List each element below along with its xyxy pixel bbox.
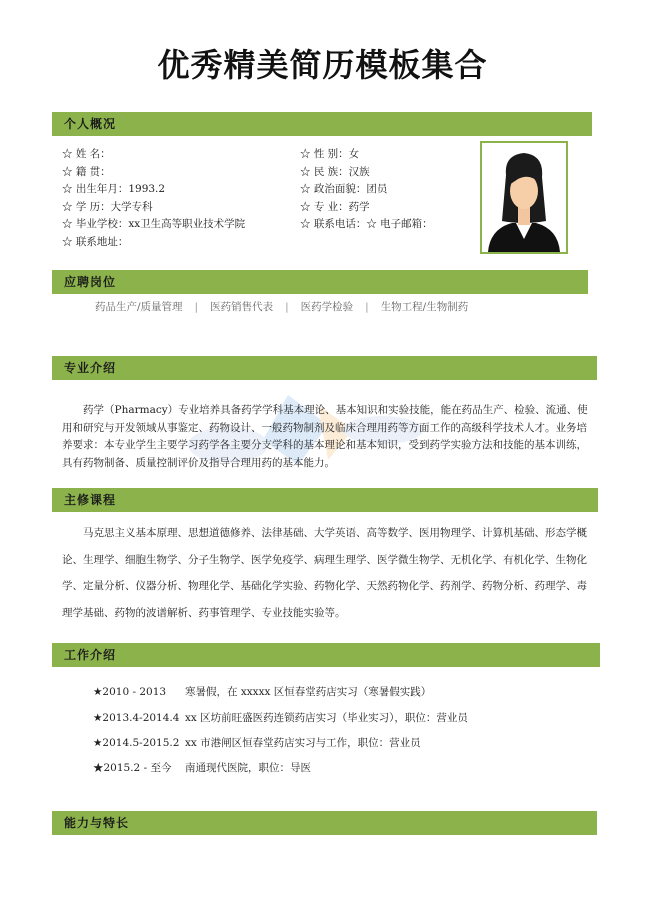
profile-photo <box>480 141 568 254</box>
position-separator: | <box>194 301 199 313</box>
info-ethnicity: ☆ 民 族：汉族 <box>300 165 370 178</box>
major-description: 药学（Pharmacy）专业培养具备药学学科基本理论、基本知识和实验技能，能在药品生产、检验、流通、使用和研究与开发领域从事鉴定、药物设计、一般药物制剂及临床合理用药等方面工作的高级科学技术人才。业务培养要求：本专业学生主要学习药学各主要分支学科的基本理论和基本知识，受到药学实验方法和技能的基本训练，具有药物制备、质量控制评价及指导合理用药的基本能力。 <box>62 404 588 469</box>
courses-description: 马克思主义基本原理、思想道德修养、法律基础、大学英语、高等数学、医用物理学、计算机基础、形态学概论、生理学、细胞生物学、分子生物学、医学免疫学、病理生理学、医学微生物学、无机化学、有机化学、生物化学、定量分析、仪器分析、物理化学、基础化学实验、药物化学、天然药物化学、药剂学、药物分析、药理学、毒理学基础、药物的波谱解析、药事管理学、专业技能实验等。 <box>62 527 587 619</box>
section-header-major: 专业介绍 <box>52 356 597 380</box>
work-item <box>93 735 421 750</box>
info-major: ☆ 专 业：药学 <box>300 200 370 213</box>
section-header-personal: 个人概况 <box>52 112 592 136</box>
work-item <box>93 684 431 699</box>
work-desc: xx 区坊前旺盛医药连锁药店实习（毕业实习），职位：营业员 <box>185 712 468 724</box>
work-date: ★2014.5-2015.2 <box>93 737 180 749</box>
info-birth: ☆ 出生年月：1993.2 <box>62 183 166 195</box>
work-item <box>93 760 311 775</box>
page-title: 优秀精美简历模板集合 <box>157 46 488 84</box>
work-date: ★2015.2 - 至今 <box>93 762 172 774</box>
info-gender: ☆ 性 别：女 <box>300 148 360 160</box>
position-separator: | <box>365 301 369 313</box>
work-desc: 寒暑假，在 xxxxx 区恒春堂药店实习（寒暑假实践） <box>185 686 432 698</box>
section-header-courses: 主修课程 <box>52 488 598 512</box>
position-item: 医药学检验 <box>300 301 354 313</box>
info-hometown: ☆ 籍 贯： <box>62 165 111 178</box>
position-item: 医药销售代表 <box>210 301 274 313</box>
position-separator: | <box>285 301 289 313</box>
section-header-position: 应聘岗位 <box>52 270 588 294</box>
position-item: 生物工程/生物制药 <box>380 301 469 313</box>
personal-info-left <box>62 146 245 251</box>
avatar-icon <box>482 143 566 252</box>
info-address: ☆ 联系地址： <box>62 235 129 248</box>
info-contact: ☆ 联系电话：☆ 电子邮箱： <box>300 218 433 230</box>
section-header-work: 工作介绍 <box>52 643 600 667</box>
info-political: ☆ 政治面貌：团员 <box>300 183 388 195</box>
info-education: ☆ 学 历：大学专科 <box>62 200 153 213</box>
work-date: ★2013.4-2014.4 <box>93 712 180 724</box>
info-name: ☆ 姓 名： <box>62 148 111 160</box>
work-desc: 南通现代医院，职位：导医 <box>185 762 311 774</box>
work-desc: xx 市港闸区恒春堂药店实习与工作，职位：营业员 <box>185 737 421 749</box>
personal-info-right <box>300 146 433 234</box>
position-item: 药品生产/质量管理 <box>95 301 183 313</box>
info-school: ☆ 毕业学校：xx卫生高等职业技术学院 <box>62 218 246 230</box>
position-list <box>95 299 468 314</box>
section-header-skills: 能力与特长 <box>52 811 597 835</box>
work-item <box>93 710 468 725</box>
work-date: ★2010 - 2013 <box>93 686 167 698</box>
